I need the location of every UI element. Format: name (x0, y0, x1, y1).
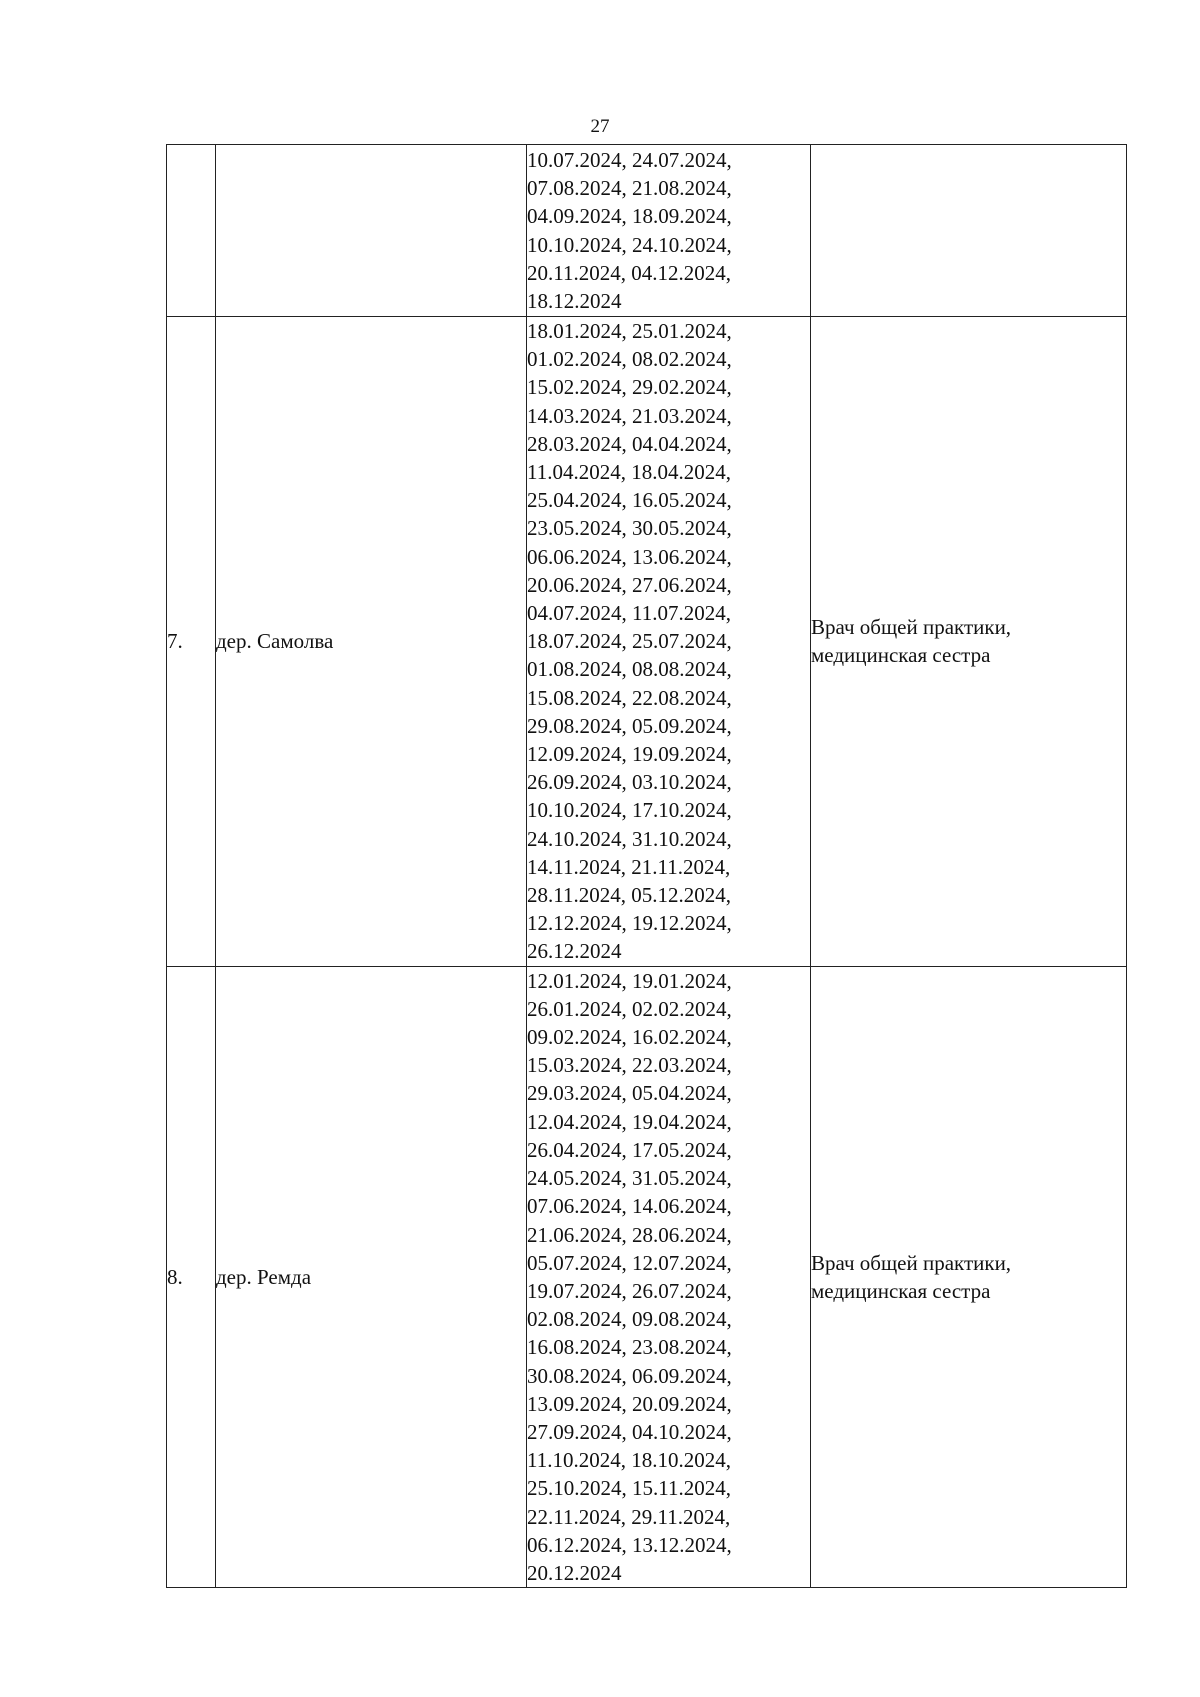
date-line: 24.10.2024, 31.10.2024, (527, 826, 732, 851)
date-line: 06.12.2024, 13.12.2024, (527, 1532, 732, 1557)
date-line: 12.09.2024, 19.09.2024, (527, 742, 732, 767)
schedule-table (166, 144, 1127, 1588)
date-line: 01.08.2024, 08.08.2024, (527, 657, 732, 682)
date-line: 21.06.2024, 28.06.2024, (527, 1222, 732, 1247)
date-line: 30.08.2024, 06.09.2024, (527, 1363, 732, 1388)
date-line: 26.04.2024, 17.05.2024, (527, 1137, 732, 1162)
table-row (167, 317, 1127, 967)
date-line: 12.12.2024, 19.12.2024, (527, 911, 732, 936)
row-number: 8. (167, 966, 216, 1587)
date-line: 11.04.2024, 18.04.2024, (527, 460, 731, 485)
date-line: 15.02.2024, 29.02.2024, (527, 375, 732, 400)
staff-cell (811, 317, 1127, 967)
date-line: 04.07.2024, 11.07.2024, (527, 601, 731, 626)
staff-line: Врач общей практики, (811, 1250, 1012, 1275)
date-line: 28.11.2024, 05.12.2024, (527, 883, 731, 908)
date-line: 11.10.2024, 18.10.2024, (527, 1448, 731, 1473)
date-line: 24.05.2024, 31.05.2024, (527, 1166, 732, 1191)
date-line: 26.09.2024, 03.10.2024, (527, 770, 732, 795)
date-line: 26.12.2024 (527, 939, 622, 964)
date-line: 28.03.2024, 04.04.2024, (527, 431, 732, 456)
dates-cell (527, 145, 811, 317)
date-line: 02.08.2024, 09.08.2024, (527, 1307, 732, 1332)
date-line: 07.06.2024, 14.06.2024, (527, 1194, 732, 1219)
date-line: 25.10.2024, 15.11.2024, (527, 1476, 731, 1501)
date-line: 18.12.2024 (527, 288, 622, 313)
dates-cell (527, 966, 811, 1587)
date-line: 20.12.2024 (527, 1560, 622, 1585)
staff-cell (811, 145, 1127, 317)
date-line: 10.10.2024, 24.10.2024, (527, 232, 732, 257)
date-line: 29.08.2024, 05.09.2024, (527, 713, 732, 738)
date-line: 07.08.2024, 21.08.2024, (527, 176, 732, 201)
date-line: 18.07.2024, 25.07.2024, (527, 629, 732, 654)
date-line: 16.08.2024, 23.08.2024, (527, 1335, 732, 1360)
staff-line: медицинская сестра (811, 1278, 991, 1303)
date-line: 05.07.2024, 12.07.2024, (527, 1250, 732, 1275)
place-name: дер. Самолва (216, 317, 527, 967)
date-line: 15.08.2024, 22.08.2024, (527, 685, 732, 710)
date-line: 15.03.2024, 22.03.2024, (527, 1053, 732, 1078)
date-line: 09.02.2024, 16.02.2024, (527, 1025, 732, 1050)
staff-cell (811, 966, 1127, 1587)
date-line: 12.04.2024, 19.04.2024, (527, 1109, 732, 1134)
date-line: 10.07.2024, 24.07.2024, (527, 147, 732, 172)
page-number: 27 (590, 116, 610, 137)
date-line: 26.01.2024, 02.02.2024, (527, 996, 732, 1021)
date-line: 01.02.2024, 08.02.2024, (527, 347, 732, 372)
date-line: 04.09.2024, 18.09.2024, (527, 204, 732, 229)
date-line: 20.11.2024, 04.12.2024, (527, 260, 731, 285)
staff-line: медицинская сестра (811, 643, 991, 668)
date-line: 14.03.2024, 21.03.2024, (527, 403, 732, 428)
date-line: 12.01.2024, 19.01.2024, (527, 968, 732, 993)
date-line: 06.06.2024, 13.06.2024, (527, 544, 732, 569)
date-line: 10.10.2024, 17.10.2024, (527, 798, 732, 823)
date-line: 20.06.2024, 27.06.2024, (527, 572, 732, 597)
date-line: 13.09.2024, 20.09.2024, (527, 1391, 732, 1416)
row-number (167, 145, 216, 317)
place-name (216, 145, 527, 317)
row-number: 7. (167, 317, 216, 967)
table-row (167, 966, 1127, 1587)
place-name: дер. Ремда (216, 966, 527, 1587)
date-line: 25.04.2024, 16.05.2024, (527, 488, 732, 513)
dates-cell (527, 317, 811, 967)
date-line: 29.03.2024, 05.04.2024, (527, 1081, 732, 1106)
date-line: 22.11.2024, 29.11.2024, (527, 1504, 731, 1529)
table-row (167, 145, 1127, 317)
date-line: 18.01.2024, 25.01.2024, (527, 319, 732, 343)
date-line: 23.05.2024, 30.05.2024, (527, 516, 732, 541)
staff-line: Врач общей практики, (811, 615, 1012, 640)
date-line: 19.07.2024, 26.07.2024, (527, 1278, 732, 1303)
date-line: 27.09.2024, 04.10.2024, (527, 1419, 732, 1444)
date-line: 14.11.2024, 21.11.2024, (527, 854, 731, 879)
